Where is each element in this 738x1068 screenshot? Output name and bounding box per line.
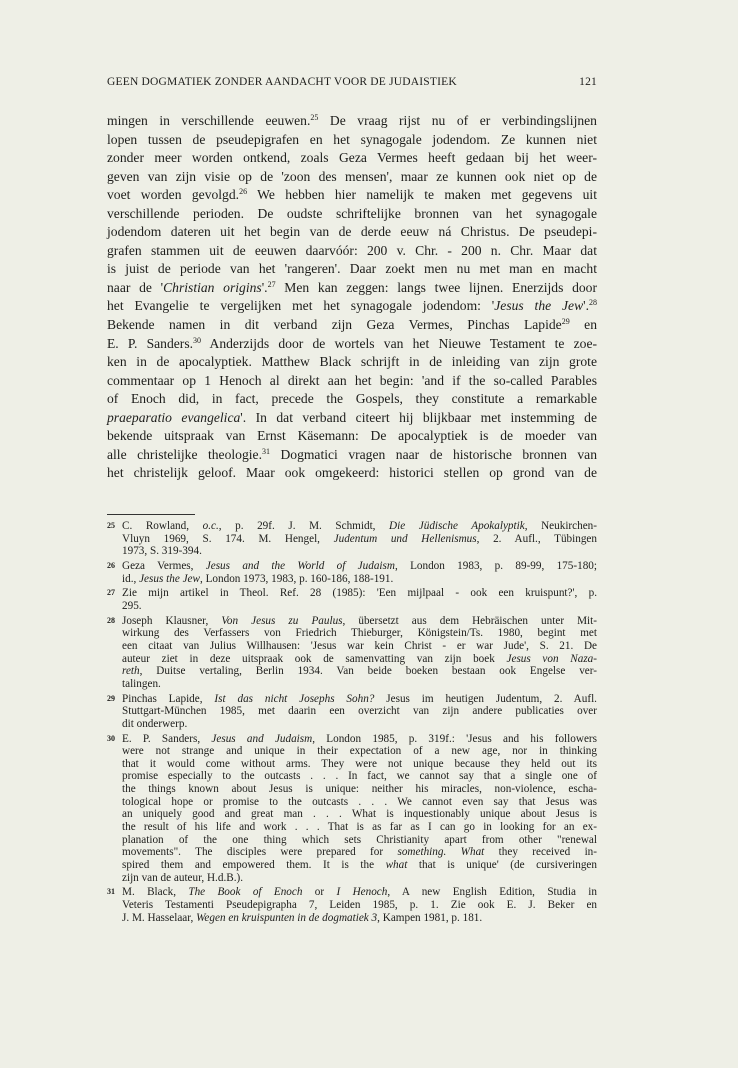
text-run: het christelijk geloof. Maar ook omgekeerd: historici stellen op grond van de xyxy=(107,465,597,481)
text-run: M. Black, xyxy=(122,886,189,899)
footnote-line xyxy=(122,783,597,796)
italic-text: o.c. xyxy=(202,520,219,532)
footnote-line xyxy=(122,758,597,771)
text-run: '. In dat verband citeert hij blijkbaar met instemming de xyxy=(240,409,597,425)
footnote-number: 31 xyxy=(107,887,115,897)
body-line xyxy=(107,427,597,446)
footnote-number: 26 xyxy=(107,560,115,570)
footnote-26 xyxy=(107,560,597,585)
italic-text: Jesus the Jew xyxy=(139,572,200,585)
italic-text: Jesus and the World of Judaism xyxy=(205,559,395,572)
body-line xyxy=(107,353,597,372)
italic-text: Von Jesus zu Paulus xyxy=(221,614,343,627)
body-line xyxy=(107,260,597,279)
italic-text: what xyxy=(385,859,408,872)
footnote-line xyxy=(122,705,597,718)
text-run: verschillende perioden. De oudste schriftelijke bronnen van het synagogale xyxy=(107,205,597,221)
body-line xyxy=(107,223,597,242)
footnotes xyxy=(107,518,597,924)
text-run: they received in- xyxy=(484,846,597,859)
body-line xyxy=(107,205,597,224)
text-run: Vluyn 1969, S. 174. M. Hengel, xyxy=(122,532,334,545)
body-line xyxy=(107,242,597,261)
text-run: lopen tussen de pseudepigrafen en het synagogale jodendom. Ze kunnen niet xyxy=(107,131,597,147)
text-run: spired them and empowered them. It is the xyxy=(122,859,386,872)
footnote-27 xyxy=(107,587,597,612)
footnote-number: 25 xyxy=(107,521,115,530)
text-run: jodendom dateren uit het begin van de derde eeuw ná Christus. De pseudepi- xyxy=(107,224,597,240)
footnote-line xyxy=(122,533,597,546)
text-run: Jesus im heutigen Judentum, 2. Aufl. xyxy=(374,692,597,705)
italic-text: The Book of Enoch xyxy=(188,886,303,899)
text-run: mingen in verschillende eeuwen. xyxy=(107,113,311,128)
footnote-separator xyxy=(107,514,195,515)
footnote-ref: 31 xyxy=(261,446,270,456)
text-run: tological hope or promise to the outcasts . . . We cannot even say that Jesus was xyxy=(122,795,597,808)
text-run: , übersetzt aus dem Hebräischen unter Mit- xyxy=(342,614,597,627)
italic-text: I Henoch xyxy=(336,886,388,899)
italic-text: Judentum und Hellenismus xyxy=(333,532,477,545)
footnote-line xyxy=(122,545,597,558)
footnote-line xyxy=(122,615,597,628)
text-run: ken in de apocalyptiek. Matthew Black schrijft in de inleiding van zijn grote xyxy=(107,354,597,370)
text-run: , Kampen 1981, p. 181. xyxy=(377,911,483,924)
footnote-31 xyxy=(107,886,597,924)
text-run: Anderzijds door de wortels van het Nieuwe Testament te zoe- xyxy=(201,335,597,351)
footnote-line xyxy=(122,912,597,925)
footnote-ref: 29 xyxy=(561,317,570,327)
text-run: were not strange and unique in their expectation of a new age, nor in thinking xyxy=(122,745,597,758)
footnote-ref: 28 xyxy=(589,298,598,308)
text-run: Dogmatici vragen naar de historische bronnen van xyxy=(269,446,597,462)
text-run: , London 1983, p. 89-99, 175-180; xyxy=(394,559,597,572)
page-number: 121 xyxy=(579,76,597,88)
text-run: '. xyxy=(583,298,590,314)
footnote-ref: 30 xyxy=(193,335,202,345)
text-run: the result of his life and work . . . That is as far as I can go in looking for an ex- xyxy=(122,821,597,834)
body-line xyxy=(107,316,597,335)
footnote-number: 30 xyxy=(107,733,115,743)
footnote-number: 28 xyxy=(107,615,115,625)
text-run: , 2. Aufl., Tübingen xyxy=(476,532,597,545)
footnote-line xyxy=(122,872,597,885)
body-line xyxy=(107,372,597,391)
text-run: that it would come without arms. They were not unique because they held out its xyxy=(122,757,597,770)
footnote-line xyxy=(122,653,597,666)
body-line xyxy=(107,112,597,131)
footnote-30 xyxy=(107,733,597,885)
footnote-line xyxy=(122,678,597,691)
footnote-line xyxy=(122,745,597,758)
text-run: planation of the one thing which sets Christianity apart from other "renewal xyxy=(122,833,597,846)
footnote-line xyxy=(122,821,597,834)
text-run: voet worden gevolgd. xyxy=(107,187,240,203)
body-line xyxy=(107,279,597,298)
italic-text: Christian origins xyxy=(163,279,262,295)
text-run: Bekende namen in dit verband zijn Geza Vermes, Pinchas Lapide xyxy=(107,317,562,333)
text-run: the things known about Jesus is unique: neither his miracles, non-violence, escha- xyxy=(122,783,597,796)
footnote-ref: 27 xyxy=(267,279,276,289)
footnote-line xyxy=(122,899,597,912)
footnote-line xyxy=(122,640,597,653)
text-run: Men kan zeggen: langs twee lijnen. Enerzijds door xyxy=(275,279,598,295)
footnote-line xyxy=(122,796,597,809)
footnote-25 xyxy=(107,520,597,558)
text-run: dit onderwerp. xyxy=(122,717,188,730)
text-run: wirkung des Verfassers von Friedrich Thieburger, Königstein/Ts. 1980, begint met xyxy=(122,627,597,640)
footnote-line xyxy=(122,770,597,783)
footnote-line xyxy=(122,627,597,640)
footnote-28 xyxy=(107,615,597,691)
footnote-line xyxy=(122,665,597,678)
text-run: , Duitse vertaling, Berlin 1934. Van beide boeken bestaan ook Engelse ver- xyxy=(139,665,597,678)
body-text xyxy=(107,112,597,483)
text-run: , London 1985, p. 319f.: 'Jesus and his followers xyxy=(312,732,597,745)
italic-text: Wegen en kruispunten in de dogmatiek 3 xyxy=(196,911,378,924)
text-run: zonder meer worden ontkend, zoals Geza Vermes heeft gedaan bij het weer- xyxy=(107,150,597,166)
text-run: J. M. Hasselaar, xyxy=(122,911,197,924)
footnote-line xyxy=(122,573,597,586)
text-run: E. P. Sanders, xyxy=(122,732,212,745)
text-run: auteur ziet in deze uitspraak ook de samenvatting van zijn boek xyxy=(122,652,507,665)
italic-text: Jesus and Judaism xyxy=(211,732,313,745)
text-run: De vraag rijst nu of er verbindingslijnen xyxy=(318,113,597,128)
body-line xyxy=(107,297,597,316)
text-run: grafen stammen uit de eeuwen daarvóór: 200 v. Chr. - 200 n. Chr. Maar dat xyxy=(107,242,597,258)
text-run: that is unique' (de cursiveringen xyxy=(407,859,597,872)
text-run: or xyxy=(302,886,337,899)
body-line xyxy=(107,335,597,354)
text-run: of Enoch did, in fact, precede the Gospels, they constitute a remarkable xyxy=(107,391,597,407)
body-line xyxy=(107,409,597,428)
running-title: GEEN DOGMATIEK ZONDER AANDACHT VOOR DE JUDAISTIEK xyxy=(107,76,457,88)
body-line xyxy=(107,464,597,483)
text-run: naar de ' xyxy=(107,279,164,295)
text-run: id., xyxy=(122,572,140,585)
footnote-line xyxy=(122,600,597,613)
footnote-line xyxy=(122,693,597,706)
text-run: 1973, S. 319-394. xyxy=(122,545,202,558)
italic-text: Ist das nicht Josephs Sohn? xyxy=(214,692,375,705)
text-run: is juist de periode van het 'rangeren'. Daar zoekt men nu met man en macht xyxy=(107,261,597,277)
footnote-line xyxy=(122,587,597,600)
text-run: , A new English Edition, Studia in xyxy=(387,886,597,899)
text-run: commentaar op 1 Henoch al direkt aan het begin: 'and if the so-called Parables xyxy=(107,372,597,388)
text-run: , Neukirchen- xyxy=(524,520,597,532)
text-run: , p. 29f. J. M. Schmidt, xyxy=(218,520,390,532)
italic-text: praeparatio evangelica xyxy=(107,409,241,425)
italic-text: reth xyxy=(122,665,140,678)
text-run: Zie mijn artikel in Theol. Ref. 28 (1985): 'Een mijlpaal - ook een kruispunt?', p. xyxy=(122,587,597,600)
text-run: het Evangelie te vergelijken met het synagogale jodendom: ' xyxy=(107,298,495,314)
footnote-line xyxy=(122,886,597,899)
italic-text: Jesus the Jew xyxy=(494,298,584,314)
footnote-line xyxy=(122,718,597,731)
italic-text: Die Jüdische Apokalyptik xyxy=(389,520,525,532)
text-run: an uniquely good and great man . . . What is inquestionably unique about Jesus is xyxy=(122,808,597,821)
body-line xyxy=(107,446,597,465)
text-run: een citaat van Julius Willhausen: 'Jesus war kein Christ - er war Jude', S. 21. De xyxy=(122,639,597,652)
text-run: en xyxy=(569,317,597,333)
text-run: C. Rowland, xyxy=(122,520,203,532)
text-run: Stuttgart-München 1985, met daarin een overzicht van zijn andere publicaties over xyxy=(122,705,597,718)
text-run: zijn van de auteur, H.d.B.). xyxy=(122,871,244,884)
text-run: 295. xyxy=(122,599,142,612)
text-run: geven van zijn visie op de 'zoon des mensen', maar ze kunnen ook niet op de xyxy=(107,168,597,184)
footnote-line xyxy=(122,846,597,859)
text-run: We hebben hier namelijk te maken met gegevens uit xyxy=(247,187,597,203)
body-line xyxy=(107,390,597,409)
footnote-number: 27 xyxy=(107,588,115,598)
footnote-ref: 25 xyxy=(310,113,319,122)
footnote-number: 29 xyxy=(107,693,115,703)
footnote-line xyxy=(122,808,597,821)
text-run: movements". The disciples were prepared for xyxy=(122,846,398,859)
footnote-line xyxy=(122,520,597,533)
body-line xyxy=(107,168,597,187)
footnote-ref: 26 xyxy=(239,187,248,197)
footnote-line xyxy=(122,834,597,847)
text-run: talingen. xyxy=(122,677,161,690)
text-run: E. P. Sanders. xyxy=(107,335,194,351)
italic-text: Jesus von Naza- xyxy=(506,652,597,665)
body-line xyxy=(107,186,597,205)
footnote-line xyxy=(122,560,597,573)
footnote-29 xyxy=(107,693,597,731)
body-line xyxy=(107,131,597,150)
text-run: Pinchas Lapide, xyxy=(122,692,215,705)
footnote-line xyxy=(122,859,597,872)
text-run: Geza Vermes, xyxy=(122,559,206,572)
text-run: promise especially to the outcasts . . . In fact, we cannot say that a single one of xyxy=(122,770,597,783)
text-run: alle christelijke theologie. xyxy=(107,446,262,462)
italic-text: something. What xyxy=(397,846,485,859)
running-header xyxy=(107,76,597,88)
text-run: '. xyxy=(261,279,268,295)
footnote-line xyxy=(122,733,597,746)
text-run: Joseph Klausner, xyxy=(122,614,222,627)
text-run: Veteris Testamenti Pseudepigrapha 7, Leiden 1985, p. 1. Zie ook E. J. Beker en xyxy=(122,899,597,912)
text-run: , London 1973, 1983, p. 160-186, 188-191. xyxy=(199,572,394,585)
text-run: bekende uitspraak van Ernst Käsemann: De apocalyptiek is de moeder van xyxy=(107,428,597,444)
body-line xyxy=(107,149,597,168)
